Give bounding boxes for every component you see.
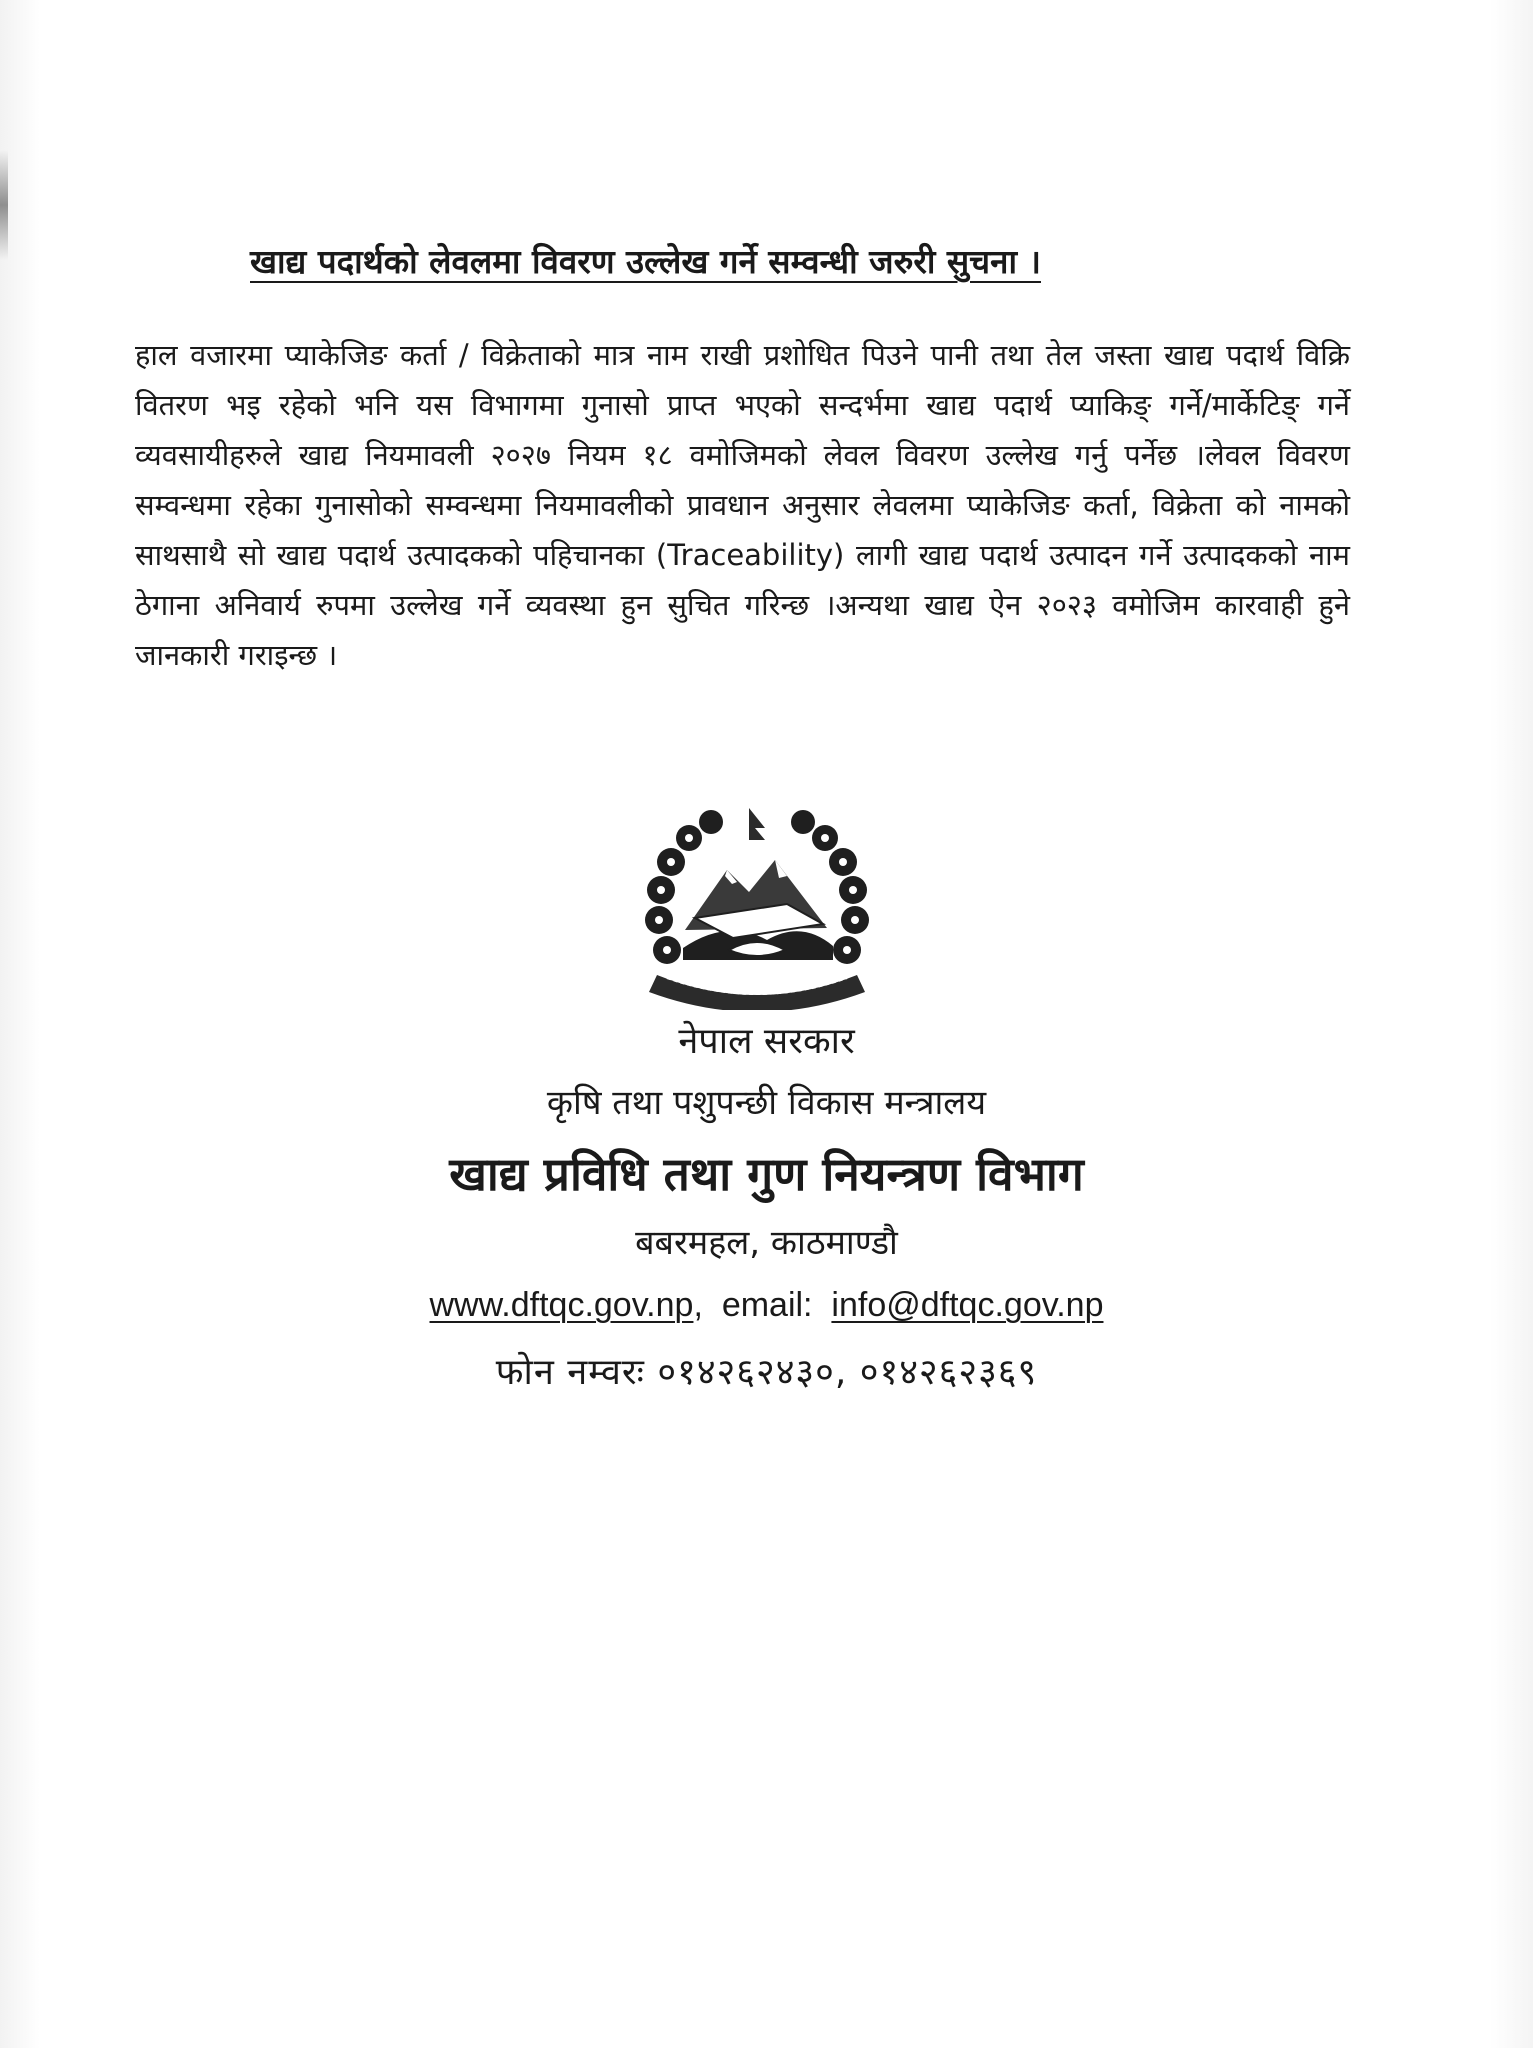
phone-numbers: ०१४२६२४३०, ०१४२६२३६९ xyxy=(657,1352,1038,1393)
email-label: email: xyxy=(721,1286,813,1324)
ministry-name: कृषि तथा पशुपन्छी विकास मन्त्रालय xyxy=(546,1083,987,1123)
phone-line xyxy=(0,1346,1533,1395)
email-link[interactable]: info@dftqc.gov.np xyxy=(831,1286,1104,1324)
notice-title: खाद्य पदार्थको लेवलमा विवरण उल्लेख गर्ने सम्वन्धी जरुरी सुचना । xyxy=(250,242,1041,281)
website-link[interactable]: www.dftqc.gov.np xyxy=(429,1286,694,1324)
nepal-government-emblem-icon xyxy=(637,800,877,1010)
contact-line xyxy=(0,1286,1533,1325)
government-name: नेपाल सरकार xyxy=(678,1021,855,1062)
phone-label: फोन नम्वरः xyxy=(495,1352,645,1393)
notice-body: हाल वजारमा प्याकेजिङ कर्ता / विक्रेताको मात्र नाम राखी प्रशोधित पिउने पानी तथा तेल जस्ता खाद्य पदार्थ विक्रि वितरण भइ रहेको भनि यस विभागमा गुनासो प्राप्त भएको सन्दर्भमा खाद्य पदार्थ प्याकिङ् गर्ने/मार्केटिङ् गर्ने व्यवसायीहरुले खाद्य नियमावली २०२७ नियम १८ वमोजिमको लेवल विवरण उल्लेख गर्नु पर्नेछ ।लेवल विवरण सम्वन्धमा रहेका गुनासोको सम्वन्धमा नियमावलीको प्रावधान अनुसार लेवलमा प्याकेजिङ कर्ता, विक्रेता को नामको साथसाथै सो खाद्य पदार्थ उत्पादकको पहिचानका (Traceability) लागी खाद्य पदार्थ उत्पादन गर्ने उत्पादकको नाम ठेगाना अनिवार्य रुपमा उल्लेख गर्ने व्यवस्था हुन सुचित गरिन्छ ।अन्यथा खाद्य ऐन २०२३ वमोजिम कारवाही हुने जानकारी गराइन्छ । xyxy=(135,338,1350,672)
department-name: खाद्य प्रविधि तथा गुण नियन्त्रण विभाग xyxy=(449,1147,1084,1201)
scan-edge-shadow xyxy=(0,150,8,260)
contact-separator: , xyxy=(693,1286,703,1324)
department-address: बबरमहल, काठमाण्डौ xyxy=(635,1223,898,1263)
